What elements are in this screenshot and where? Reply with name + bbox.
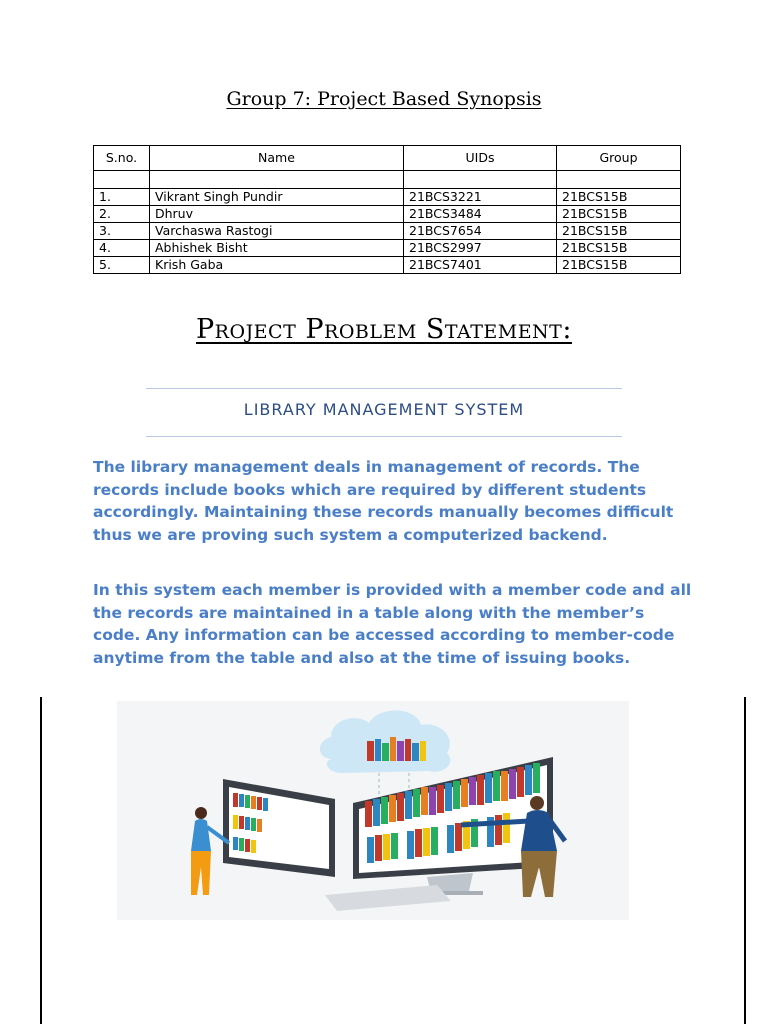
table-cell: 21BCS2997 <box>404 240 557 257</box>
table-cell: 2. <box>94 206 150 223</box>
table-row <box>94 240 681 257</box>
problem-statement-heading: Project Problem Statement: <box>196 314 572 345</box>
system-title: LIBRARY MANAGEMENT SYSTEM <box>243 400 525 419</box>
table-cell: 21BCS15B <box>557 240 681 257</box>
header-group: Group <box>557 146 681 171</box>
table-cell: 21BCS3484 <box>404 206 557 223</box>
header-sno: S.no. <box>94 146 150 171</box>
paragraph-member-code: In this system each member is provided with a member code and all the records are maintained in a table along with the member’s code. Any information can be accessed according to member-code anytime from the table and also at the time of issuing books. <box>93 581 692 667</box>
table-cell: 5. <box>94 257 150 274</box>
paragraph-intro: The library management deals in management of records. The records include books which are required by different students accordingly. Maintaining these records manually becomes difficult thus we are proving such system a computerized backend. <box>93 458 674 544</box>
table-cell: Varchaswa Rastogi <box>150 223 404 240</box>
table-cell: 21BCS15B <box>557 206 681 223</box>
members-table <box>93 145 681 274</box>
table-cell: Vikrant Singh Pundir <box>150 189 404 206</box>
table-cell: 21BCS7401 <box>404 257 557 274</box>
table-cell: 21BCS15B <box>557 223 681 240</box>
table-cell: 21BCS15B <box>557 189 681 206</box>
page-border-left <box>40 697 42 1024</box>
table-row <box>94 257 681 274</box>
table-row <box>94 206 681 223</box>
table-cell: 21BCS7654 <box>404 223 557 240</box>
document-title: Group 7: Project Based Synopsis <box>226 88 542 110</box>
library-illustration <box>117 701 629 920</box>
table-cell: Abhishek Bisht <box>150 240 404 257</box>
page-border-right <box>744 697 746 1024</box>
table-blank-row <box>94 171 681 189</box>
table-cell <box>94 171 150 189</box>
table-cell: Dhruv <box>150 206 404 223</box>
divider-bottom <box>146 436 622 437</box>
header-name: Name <box>150 146 404 171</box>
table-header-row <box>94 146 681 171</box>
table-cell <box>150 171 404 189</box>
table-cell <box>557 171 681 189</box>
table-row <box>94 189 681 206</box>
table-cell: 3. <box>94 223 150 240</box>
table-cell: 4. <box>94 240 150 257</box>
table-cell <box>404 171 557 189</box>
table-cell: Krish Gaba <box>150 257 404 274</box>
header-uids: UIDs <box>404 146 557 171</box>
table-row <box>94 223 681 240</box>
table-cell: 21BCS15B <box>557 257 681 274</box>
table-cell: 21BCS3221 <box>404 189 557 206</box>
divider-top <box>146 388 622 389</box>
table-cell: 1. <box>94 189 150 206</box>
